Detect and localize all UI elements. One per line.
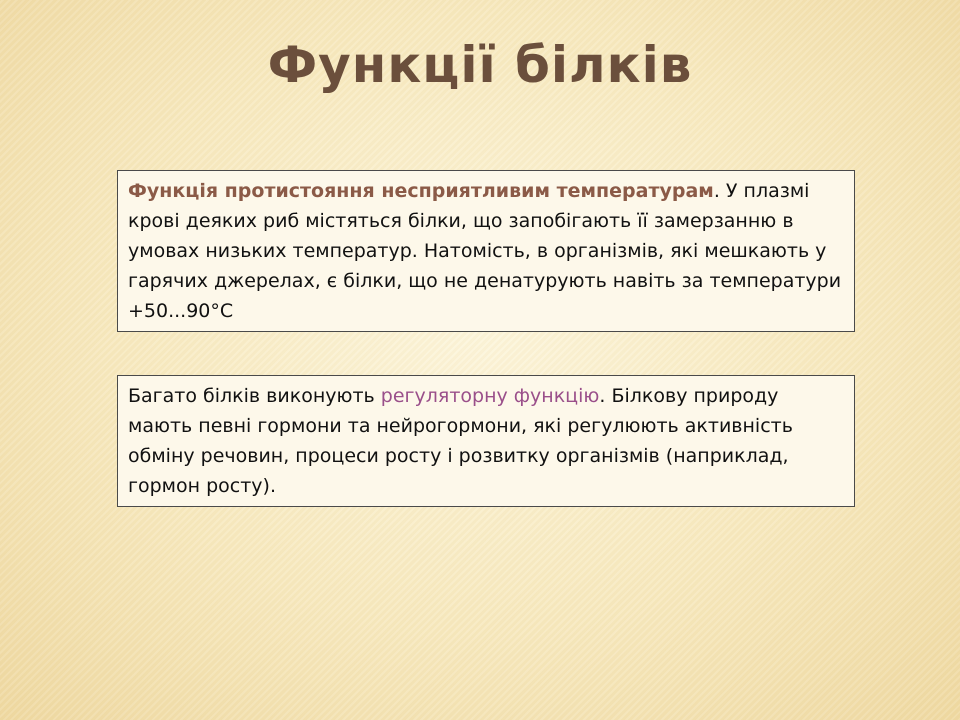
regulatory-text-after: . Білкову природу мають певні гормони та нейрогормони, які регулюють активність обміну речовин, процеси росту і розвитку організмів (наприклад, гормон росту). — [128, 385, 793, 497]
temperature-function-text: . У плазмі крові деяких риб містяться білки, що запобігають її замерзанню в умовах низьких температур. Натомість, в організмів, які мешкають у гарячих джерелах, є білки, що не денатурують навіть за температури +50...90°С — [128, 180, 842, 322]
highlight-temperature-function: Функція протистояння несприятливим температурам — [128, 180, 714, 202]
regulatory-text-before: Багато білків виконують — [128, 385, 381, 407]
text-box-temperature — [117, 170, 855, 332]
highlight-regulatory-function: регуляторну функцію — [380, 385, 600, 407]
slide-title: Функції білків — [267, 36, 693, 94]
text-box-regulatory — [117, 375, 855, 507]
